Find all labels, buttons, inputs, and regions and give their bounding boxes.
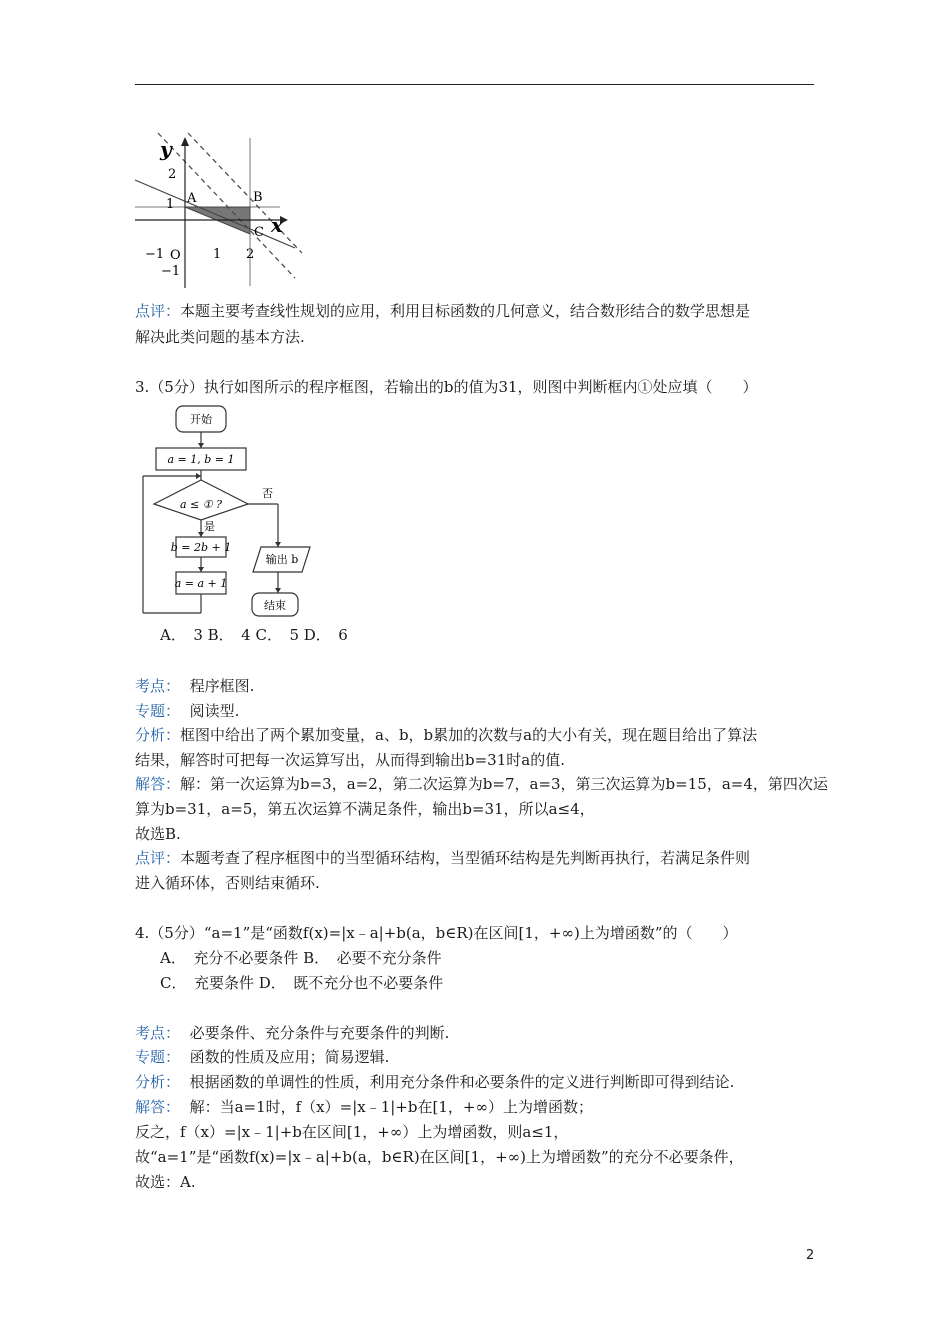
svg-text:2: 2 xyxy=(246,247,255,262)
svg-text:C: C xyxy=(254,225,264,240)
flow-decision: a ≤ ① ? xyxy=(179,498,223,511)
svg-text:A: A xyxy=(187,191,197,206)
svg-text:1: 1 xyxy=(213,247,222,262)
coordinate-graph xyxy=(130,128,305,293)
svg-text:−1: −1 xyxy=(145,247,165,262)
q4-stem: 4.（5分）“a=1”是“函数f(x)=|x﹣a|+b(a，b∈R)在区间[1，+∞)上为增函数”的（ ） xyxy=(135,924,738,942)
flow-step-a: a = a + 1 xyxy=(174,577,228,590)
page-number: 2 xyxy=(806,1248,815,1263)
y-axis-arrow-icon xyxy=(181,137,189,146)
flow-end: 结束 xyxy=(264,599,286,612)
q3-stem: 3.（5分）执行如图所示的程序框图，若输出的b的值为31，则图中判断框内①处应填（ ） xyxy=(135,378,758,396)
y-axis-label: y xyxy=(160,137,172,161)
svg-text:−1: −1 xyxy=(161,264,181,279)
q3-options: A． 3 B． 4 C． 5 D． 6 xyxy=(160,626,348,644)
x-axis-label: x xyxy=(271,213,283,237)
svg-text:B: B xyxy=(253,190,263,205)
svg-text:O: O xyxy=(170,248,181,263)
flow-init: a = 1, b = 1 xyxy=(167,453,235,466)
q2-comment: 点评：本题主要考查线性规划的应用，利用目标函数的几何意义，结合数形结合的数学思想是 xyxy=(135,302,751,320)
header-rule xyxy=(135,84,814,85)
flowchart xyxy=(138,400,338,620)
flow-output: 输出 b xyxy=(265,553,299,566)
svg-text:2: 2 xyxy=(168,167,177,182)
flow-start: 开始 xyxy=(190,413,212,426)
flow-step-b: b = 2b + 1 xyxy=(170,541,232,554)
flow-no: 否 xyxy=(262,487,273,500)
svg-text:1: 1 xyxy=(166,197,175,212)
flow-yes: 是 xyxy=(204,520,215,533)
